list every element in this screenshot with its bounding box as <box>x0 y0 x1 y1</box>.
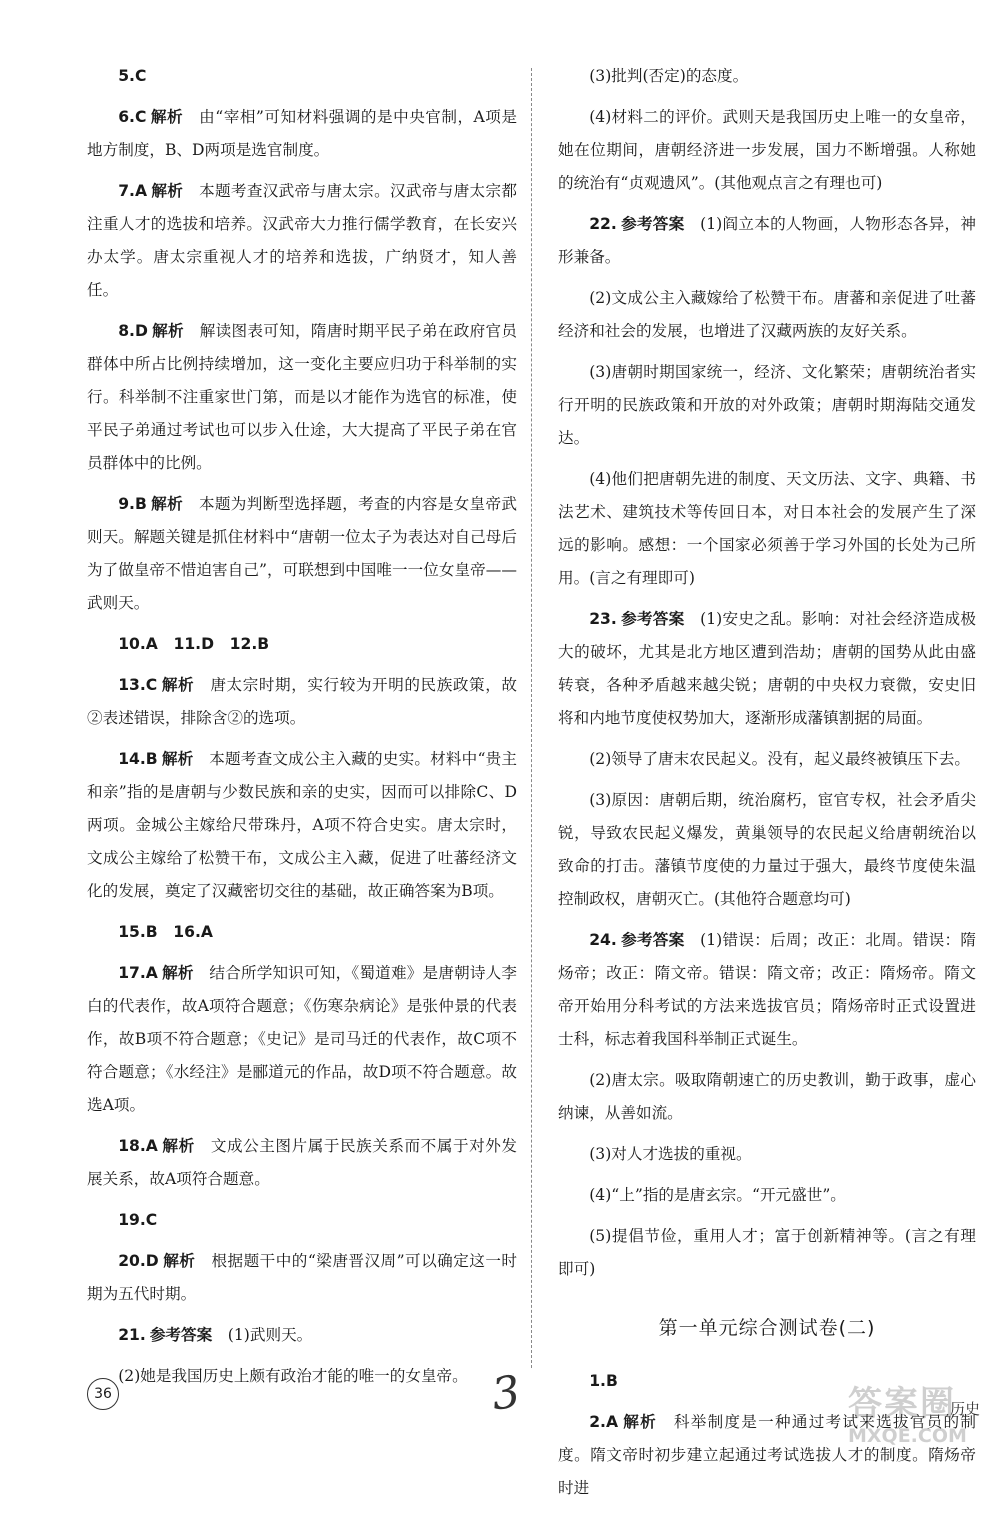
answer-text: (2)唐太宗。吸取隋朝速亡的历史教训，勤于政事，虚心纳谏，从善如流。 <box>558 1071 976 1122</box>
answer-item <box>558 60 976 93</box>
question-number: 18.A <box>118 1137 158 1155</box>
answer-label: 解析 <box>161 676 195 694</box>
answer-item <box>558 743 976 776</box>
question-number: 6.C <box>118 108 147 126</box>
answer-item <box>87 669 517 735</box>
answer-label: 解析 <box>622 1413 657 1431</box>
answer-label: 参考答案 <box>620 215 685 233</box>
question-number: 17.A <box>118 964 158 982</box>
question-number: 7.A <box>118 182 148 200</box>
answer-item <box>558 1179 976 1212</box>
answer-text: (3)唐朝时期国家统一，经济、文化繁荣；唐朝统治者实行开明的民族政策和开放的对外政策；唐朝时期海陆交通发达。 <box>558 363 976 447</box>
answer-item <box>558 603 976 735</box>
answer-item <box>87 1245 517 1311</box>
handwritten-mark: 3 <box>488 1366 524 1421</box>
answer-text: (4)“上”指的是唐玄宗。“开元盛世”。 <box>589 1186 846 1204</box>
question-number: 15.B 16.A <box>118 923 213 941</box>
section-title: 第一单元综合测试卷(二) <box>658 1317 876 1339</box>
answer-text: (2)她是我国历史上颇有政治才能的唯一的女皇帝。 <box>118 1367 468 1385</box>
answer-label: 参考答案 <box>620 610 685 628</box>
question-number: 23. <box>589 610 617 628</box>
answer-text: 文成公主图片属于民族关系而不属于对外发展关系，故A项符合题意。 <box>87 1137 517 1188</box>
answer-item <box>558 1138 976 1171</box>
answer-text: (4)他们把唐朝先进的制度、天文历法、文字、典籍、书法艺术、建筑技术等传回日本，对日本社会的发展产生了深远的影响。感想：一个国家必须善于学习外国的长处为己所用。(言之有理即可) <box>558 470 976 587</box>
answer-item <box>87 1360 517 1393</box>
answer-text: (1)安史之乱。影响：对社会经济造成极大的破坏，尤其是北方地区遭到浩劫；唐朝的国势从此由盛转衰，各种矛盾越来越尖锐；唐朝的中央权力衰微，安史旧将和内地节度使权势加大，逐渐形成藩镇割据的局面。 <box>558 610 976 727</box>
question-number: 2.A <box>589 1413 619 1431</box>
answer-label: 解析 <box>150 108 184 126</box>
answer-text: 唐太宗时期，实行较为开明的民族政策，故②表述错误，排除含②的选项。 <box>87 676 517 727</box>
right-column <box>558 60 976 1513</box>
answer-item <box>558 356 976 455</box>
answer-text: (3)批判(否定)的态度。 <box>589 67 749 85</box>
question-number: 13.C <box>118 676 158 694</box>
answer-label: 解析 <box>161 750 194 768</box>
answer-label: 解析 <box>161 964 194 982</box>
answer-item <box>558 282 976 348</box>
question-number: 5.C <box>118 67 147 85</box>
answer-text: 解读图表可知，隋唐时期平民子弟在政府官员群体中所占比例持续增加，这一变化主要应归功于科举制的实行。科举制不注重家世门第，而是以才能作为选官的标准，使平民子弟通过考试也可以步入仕途，大大提高了平民子弟在官员群体中的比例。 <box>87 322 517 472</box>
answer-label: 参考答案 <box>620 931 685 949</box>
answer-item <box>558 101 976 200</box>
answer-item <box>558 924 976 1056</box>
watermark-bottom: MXQE.COM <box>848 1425 967 1447</box>
answer-item <box>87 628 517 661</box>
answer-text: (2)文成公主入藏嫁给了松赞干布。唐蕃和亲促进了吐蕃经济和社会的发展，也增进了汉藏两族的友好关系。 <box>558 289 976 340</box>
answer-label: 解析 <box>161 1137 195 1155</box>
answer-text: (5)提倡节俭，重用人才；富于创新精神等。(言之有理即可) <box>558 1227 976 1278</box>
answer-label: 解析 <box>162 1252 196 1270</box>
answer-text: (3)原因：唐朝后期，统治腐朽，宦官专权，社会矛盾尖锐，导致农民起义爆发，黄巢领导的农民起义给唐朝统治以致命的打击。藩镇节度使的力量过于强大，最终节度使朱温控制政权，唐朝灭亡。(其他符合题意均可) <box>558 791 976 908</box>
question-number: 19.C <box>118 1211 158 1229</box>
answer-text: 由“宰相”可知材料强调的是中央官制，A项是地方制度，B、D两项是选官制度。 <box>87 108 517 159</box>
answer-item <box>87 315 517 480</box>
answer-text: 根据题干中的“梁唐晋汉周”可以确定这一时期为五代时期。 <box>87 1252 517 1303</box>
answer-text: (2)领导了唐末农民起义。没有，起义最终被镇压下去。 <box>589 750 970 768</box>
answer-text: 科举制度是一种通过考试来选拔官员的制度。隋文帝时初步建立起通过考试选拔人才的制度。隋炀帝时进 <box>558 1413 976 1497</box>
answer-item <box>87 488 517 620</box>
answer-item <box>87 743 517 908</box>
question-number: 10.A 11.D 12.B <box>118 635 270 653</box>
watermark-top: 答案圈 <box>848 1384 956 1424</box>
answer-text: (4)材料二的评价。武则天是我国历史上唯一的女皇帝，她在位期间，唐朝经济进一步发展，国力不断增强。人称她的统治有“贞观遗风”。(其他观点言之有理也可) <box>558 108 976 192</box>
answer-item <box>558 463 976 595</box>
answer-item <box>558 1220 976 1286</box>
answer-text: (1)阎立本的人物画，人物形态各异，神形兼备。 <box>558 215 976 266</box>
answer-item <box>87 1130 517 1196</box>
question-number: 24. <box>589 931 617 949</box>
answer-item <box>87 60 517 93</box>
answer-item <box>87 957 517 1122</box>
answer-text: 结合所学知识可知，《蜀道难》是唐朝诗人李白的代表作，故A项符合题意；《伤寒杂病论》是张仲景的代表作，故B项不符合题意；《史记》是司马迁的代表作，故C项不符合题意；《水经注》是郦道元的作品，故D项不符合题意。故选A项。 <box>87 964 517 1114</box>
answer-item <box>87 101 517 167</box>
answer-item <box>558 784 976 916</box>
answer-item <box>87 916 517 949</box>
answer-item <box>87 1204 517 1237</box>
question-number: 8.D <box>118 322 148 340</box>
left-column <box>87 60 517 1401</box>
question-number: 22. <box>589 215 617 233</box>
question-number: 21. <box>118 1326 146 1344</box>
column-divider <box>531 68 532 1368</box>
answer-item <box>558 208 976 274</box>
question-number: 1.B <box>589 1372 618 1390</box>
answer-item <box>558 1064 976 1130</box>
answer-text: 本题为判断型选择题，考查的内容是女皇帝武则天。解题关键是抓住材料中“唐朝一位太子为表达对自己母后为了做皇帝不惜迫害自己”，可联想到中国唯一一位女皇帝——武则天。 <box>87 495 517 612</box>
answer-label: 解析 <box>150 495 184 513</box>
answer-text: (1)错误：后周；改正：北周。错误：隋炀帝；改正：隋文帝。错误：隋文帝；改正：隋炀帝。隋文帝开始用分科考试的方法来选拔官员；隋炀帝时正式设置进士科，标志着我国科举制正式诞生。 <box>558 931 976 1048</box>
answer-text: (3)对人才选拔的重视。 <box>589 1145 752 1163</box>
question-number: 14.B <box>118 750 158 768</box>
answer-item <box>87 175 517 307</box>
question-number: 9.B <box>118 495 147 513</box>
page-number: 36 <box>87 1378 119 1410</box>
answer-text: 本题考查汉武帝与唐太宗。汉武帝与唐太宗都注重人才的选拔和培养。汉武帝大力推行儒学教育，在长安兴办太学。唐太宗重视人才的培养和选拔，广纳贤才，知人善任。 <box>87 182 517 299</box>
answer-label: 解析 <box>151 322 184 340</box>
answer-item <box>87 1319 517 1352</box>
answer-text: (1)武则天。 <box>227 1326 313 1344</box>
answer-text: 本题考查文成公主入藏的史实。材料中“贵主和亲”指的是唐朝与少数民族和亲的史实，因而可以排除C、D两项。金城公主嫁给尺带珠丹，A项不符合史实。唐太宗时，文成公主嫁给了松赞干布，文成公主入藏，促进了吐蕃经济文化的发展，奠定了汉藏密切交往的基础，故正确答案为B项。 <box>87 750 517 900</box>
subject-label: 历史 <box>950 1400 981 1418</box>
answer-label: 参考答案 <box>149 1326 213 1344</box>
question-number: 20.D <box>118 1252 159 1270</box>
answer-label: 解析 <box>151 182 184 200</box>
